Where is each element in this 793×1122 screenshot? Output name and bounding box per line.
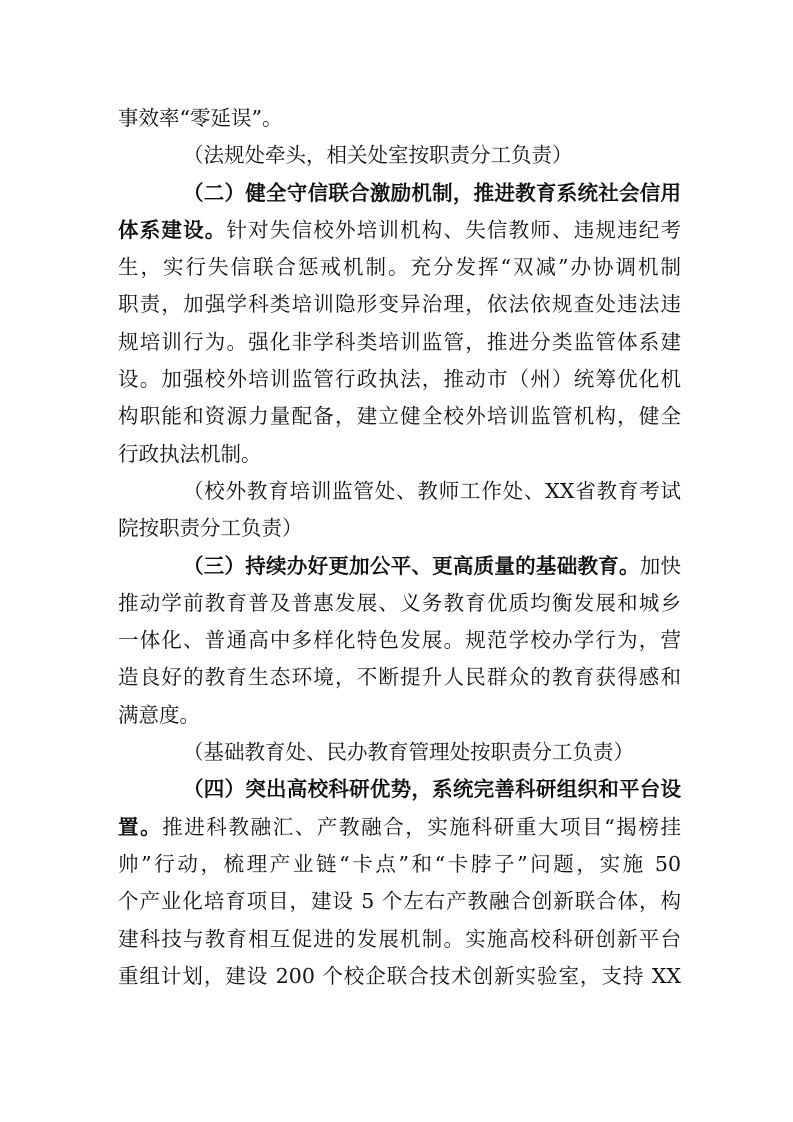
text-line [118, 548, 681, 585]
body-text: 行政执法机制。 [118, 441, 262, 466]
text-line [118, 921, 681, 958]
text-line [118, 398, 681, 435]
text-line [118, 585, 681, 622]
body-text: 生，实行失信联合惩戒机制。充分发挥“双减”办协调机制 [118, 255, 681, 280]
body-text: 建科技与教育相互促进的发展机制。实施高校科研创新平台 [118, 926, 681, 951]
text-line [118, 436, 681, 473]
document-body [118, 100, 681, 995]
text-line [118, 175, 681, 212]
paragraph [118, 771, 681, 995]
body-text: 职责，加强学科类培训隐形变异治理，依法依规查处违法违 [118, 292, 681, 317]
body-text: （基础教育处、民办教育管理处按职责分工负责） [183, 740, 634, 765]
bold-heading-text: 置。 [118, 814, 163, 839]
text-line [118, 622, 681, 659]
body-text: 满意度。 [118, 702, 200, 727]
bold-heading-text: （四）突出高校科研优势，系统完善科研组织和平台设 [183, 777, 681, 802]
body-text: 院按职责分工负责） [118, 516, 303, 541]
text-line [118, 324, 681, 361]
text-line [118, 883, 681, 920]
body-text: 事效率“零延误”。 [118, 106, 283, 130]
bold-heading-text: 体系建设。 [118, 217, 227, 242]
text-line [118, 137, 681, 174]
body-text: 个产业化培育项目，建设 5 个左右产教融合创新联合体，构 [118, 889, 681, 914]
body-text: 构职能和资源力量配备，建立健全校外培训监管机构，健全 [118, 404, 681, 429]
paragraph [118, 734, 681, 771]
text-line [118, 361, 681, 398]
body-text: 帅”行动，梳理产业链“卡点”和“卡脖子”问题，实施 50 [118, 851, 681, 876]
body-text: 重组计划，建设 200 个校企联合技术创新实验室，支持 XX [118, 963, 681, 988]
paragraph [118, 473, 681, 548]
text-line [118, 100, 681, 137]
text-line [118, 809, 681, 846]
paragraph [118, 175, 681, 473]
text-line [118, 473, 681, 510]
text-line [118, 958, 681, 995]
body-text: 针对失信校外培训机构、失信教师、违规违纪考 [226, 217, 681, 242]
body-text: 造良好的教育生态环境，不断提升人民群众的教育获得感和 [118, 665, 681, 690]
text-line [118, 771, 681, 808]
bold-heading-text: （二）健全守信联合激励机制，推进教育系统社会信用 [183, 180, 681, 205]
body-text: 推进科教融汇、产教融合，实施科研重大项目“揭榜挂 [162, 814, 681, 839]
text-line [118, 286, 681, 323]
body-text: （校外教育培训监管处、教师工作处、XX省教育考试 [183, 478, 681, 503]
text-line [118, 212, 681, 249]
body-text: （法规处牵头，相关处室按职责分工负责） [183, 143, 573, 168]
text-line [118, 659, 681, 696]
text-line [118, 510, 681, 547]
body-text: 加快 [639, 553, 681, 578]
body-text: 设。加强校外培训监管行政执法，推动市（州）统筹优化机 [118, 367, 681, 392]
paragraph [118, 137, 681, 174]
text-line [118, 846, 681, 883]
text-line [118, 697, 681, 734]
body-text: 推动学前教育普及普惠发展、义务教育优质均衡发展和城乡 [118, 590, 681, 615]
paragraph [118, 100, 681, 137]
paragraph [118, 548, 681, 734]
body-text: 规培训行为。强化非学科类培训监管，推进分类监管体系建 [118, 329, 681, 354]
body-text: 一体化、普通高中多样化特色发展。规范学校办学行为，营 [118, 628, 681, 653]
text-line [118, 734, 681, 771]
text-line [118, 249, 681, 286]
bold-heading-text: （三）持续办好更加公平、更高质量的基础教育。 [183, 553, 640, 578]
